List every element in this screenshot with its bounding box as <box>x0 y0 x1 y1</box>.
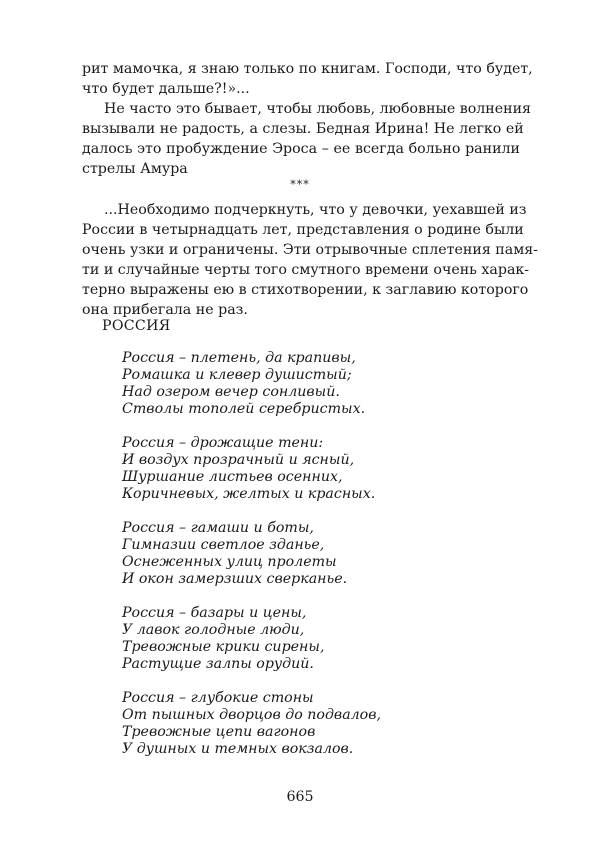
paragraph-2-line-4: стрелы Амура <box>82 161 188 177</box>
paragraph-3-line-2: России в четырнадцать лет, представления о родине были <box>82 222 524 238</box>
poem-verse-line: У душных и темных вокзалов. <box>122 741 354 757</box>
poem-verse-line: И воздух прозрачный и ясный, <box>122 452 355 468</box>
poem-verse-line: Россия – базары и цены, <box>122 605 307 621</box>
poem-verse-line: Россия – гамаши и боты, <box>122 520 314 536</box>
paragraph-3-line-5: терно выражены ею в стихотворении, к заглавию которого <box>82 282 529 298</box>
poem-verse-line: И окон замерзших сверканье. <box>122 571 348 587</box>
poem-verse-line: У лавок голодные люди, <box>122 622 305 638</box>
paragraph-3-line-1: ...Необходимо подчеркнуть, что у девочки, уехавшей из <box>104 202 527 218</box>
poem-verse-line: Стволы тополей серебристых. <box>122 401 366 417</box>
poem-verse-line: Россия – глубокие стоны <box>122 690 314 706</box>
poem-verse-line: Тревожные крики сирены, <box>122 639 325 655</box>
paragraph-1-line-2: что будет дальше?!»... <box>82 81 250 97</box>
poem-verse-line: От пышных дворцов до подвалов, <box>122 707 381 723</box>
poem-verse-line: Россия – плетень, да крапивы, <box>122 350 356 366</box>
paragraph-3-line-3: очень узки и ограничены. Эти отрывочные сплетения памя- <box>82 242 538 258</box>
paragraph-3-line-6: она прибегала не раз. <box>82 302 248 318</box>
paragraph-2-line-3: далось это пробуждение Эроса – ее всегда больно ранили <box>82 141 520 157</box>
poem-title: РОССИЯ <box>102 318 171 334</box>
poem-verse-line: Россия – дрожащие тени: <box>122 435 324 451</box>
poem-verse-line: Оснеженных улиц пролеты <box>122 554 337 570</box>
poem-verse-line: Растущие залпы орудий. <box>122 656 314 672</box>
section-separator: *** <box>290 178 310 191</box>
paragraph-2-line-2: вызывали не радость, а слезы. Бедная Ирина! Не легко ей <box>82 121 524 137</box>
page-number: 665 <box>286 789 314 805</box>
paragraph-3-line-4: ти и случайные черты того смутного времени очень харак- <box>82 262 530 278</box>
poem-verse-line: Шуршание листьев осенних, <box>122 469 343 485</box>
paragraph-2-line-1: Не часто это бывает, чтобы любовь, любовные волнения <box>104 101 531 117</box>
poem-verse-line: Ромашка и клевер душистый; <box>122 367 352 383</box>
poem-verse-line: Коричневых, желтых и красных. <box>122 486 376 502</box>
poem-verse-line: Над озером вечер сонливый. <box>122 384 340 400</box>
poem-verse-line: Гимназии светлое зданье, <box>122 537 325 553</box>
paragraph-1-line-1: рит мамочка, я знаю только по книгам. Господи, что будет, <box>82 61 533 77</box>
poem-verse-line: Тревожные цепи вагонов <box>122 724 316 740</box>
